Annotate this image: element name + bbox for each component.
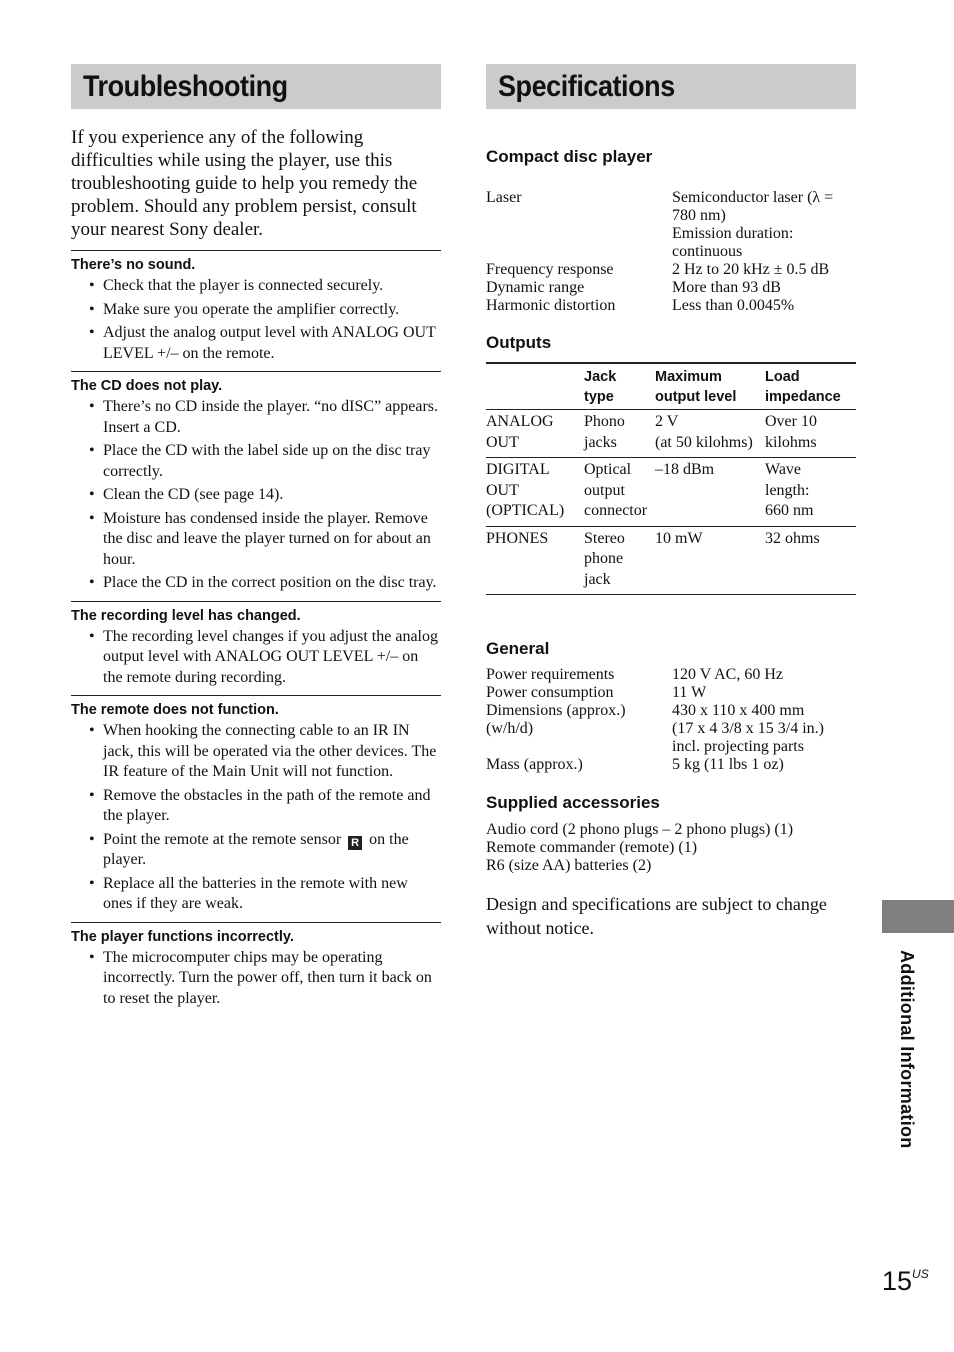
cd-player-section bbox=[486, 147, 856, 315]
list-item: • Moisture has condensed inside the player. Remove the disc and leave the player turned on for about an hour. bbox=[103, 509, 441, 571]
cell-line: output bbox=[584, 481, 625, 499]
spec-label: Laser bbox=[486, 189, 522, 206]
cell-line: (OPTICAL) bbox=[486, 502, 565, 519]
cell-line: 32 ohms bbox=[765, 529, 820, 547]
cd-player-heading: Compact disc player bbox=[486, 147, 653, 166]
problem-list bbox=[71, 721, 441, 915]
cell-line: OUT bbox=[486, 481, 519, 499]
spec-label-line: (w/h/d) bbox=[486, 720, 534, 737]
table-row bbox=[486, 684, 856, 702]
table-row bbox=[486, 279, 856, 297]
troubleshooting-heading-bar bbox=[71, 64, 441, 109]
spec-label: Power requirements bbox=[486, 666, 615, 683]
list-item: R6 (size AA) batteries (2) bbox=[486, 857, 652, 874]
spec-label: Harmonic distortion bbox=[486, 297, 616, 314]
cell-line: kilohms bbox=[765, 433, 817, 451]
problem-functions-incorrectly bbox=[71, 922, 441, 1017]
outputs-heading: Outputs bbox=[486, 333, 552, 352]
table-cell bbox=[486, 410, 584, 458]
table-row bbox=[486, 756, 856, 774]
spec-value-line: 430 x 110 x 400 mm bbox=[672, 702, 805, 719]
cell-line: Stereo bbox=[584, 529, 625, 547]
cell-line: 2 V bbox=[655, 413, 679, 430]
page-number-value: 15 bbox=[882, 1266, 913, 1296]
problem-cd-not-play bbox=[71, 371, 441, 601]
column-header bbox=[584, 363, 655, 410]
spec-value-line: Semiconductor laser (λ = bbox=[672, 189, 834, 206]
cell-line: phone bbox=[584, 550, 624, 567]
cell-line: jack bbox=[584, 570, 611, 588]
problem-list bbox=[71, 948, 441, 1010]
cell-line: connector bbox=[584, 502, 648, 519]
page-number-suffix: US bbox=[912, 1267, 929, 1281]
cell-line: length: bbox=[765, 481, 810, 499]
table-row bbox=[486, 261, 856, 279]
list-item bbox=[103, 830, 441, 871]
spec-value-line: 780 nm) bbox=[672, 207, 726, 224]
list-item: • Check that the player is connected securely. bbox=[103, 276, 441, 297]
problem-list bbox=[71, 397, 441, 594]
ir-sensor-icon: R bbox=[348, 836, 362, 850]
spec-value-line: (17 x 4 3/8 x 15 3/4 in.) bbox=[672, 720, 824, 737]
list-item: • Adjust the analog output level with ANALOG OUT LEVEL +/– on the remote. bbox=[103, 323, 441, 364]
table-header-row bbox=[486, 363, 856, 410]
spec-label: Mass (approx.) bbox=[486, 756, 583, 773]
section-label: Additional Information bbox=[897, 950, 917, 1149]
table-cell bbox=[486, 458, 584, 527]
column-header bbox=[655, 363, 765, 410]
list-item: • The recording level changes if you adjust the analog output level with ANALOG OUT LEVEL +/– on the remote during recording. bbox=[103, 627, 441, 689]
cell-line: DIGITAL bbox=[486, 461, 550, 478]
general-table bbox=[486, 666, 856, 774]
outputs-table bbox=[486, 362, 856, 595]
problem-title: The remote does not function. bbox=[71, 702, 279, 718]
cd-player-table bbox=[486, 189, 856, 315]
cell-line: 660 nm bbox=[765, 502, 814, 519]
table-row bbox=[486, 666, 856, 684]
table-cell bbox=[584, 410, 655, 458]
problem-list bbox=[71, 276, 441, 364]
table-row bbox=[486, 297, 856, 315]
table-cell bbox=[486, 526, 584, 595]
troubleshooting-column bbox=[71, 64, 441, 1016]
table-cell bbox=[655, 526, 765, 595]
table-row bbox=[486, 702, 856, 756]
spec-value: Less than 0.0045% bbox=[672, 297, 795, 314]
spec-value bbox=[672, 702, 856, 756]
spec-label-line: Dimensions (approx.) bbox=[486, 702, 626, 719]
cell-line: (at 50 kilohms) bbox=[655, 433, 753, 451]
accessories-list bbox=[486, 821, 856, 875]
list-item: • Make sure you operate the amplifier correctly. bbox=[103, 300, 441, 321]
header-line: Jack bbox=[584, 369, 617, 385]
cell-line: Wave bbox=[765, 461, 802, 478]
cell-line: 10 mW bbox=[655, 529, 703, 547]
sensor-text-before: Point the remote at the remote sensor bbox=[103, 830, 342, 848]
troubleshooting-intro: If you experience any of the following difficulties while using the player, use this troubleshooting guide to help you remedy the problem. Should any problem persist, consult your nearest Sony dealer. bbox=[71, 127, 418, 240]
cell-line: ANALOG bbox=[486, 413, 554, 430]
problem-title: There’s no sound. bbox=[71, 257, 196, 273]
cell-line: Over 10 bbox=[765, 413, 817, 430]
spec-value: 11 W bbox=[672, 684, 707, 701]
table-cell bbox=[584, 458, 655, 527]
problem-no-sound bbox=[71, 250, 441, 371]
accessories-heading: Supplied accessories bbox=[486, 793, 660, 812]
spec-value: 2 Hz to 20 kHz ± 0.5 dB bbox=[672, 261, 830, 278]
column-header bbox=[765, 363, 856, 410]
cell-line: Optical bbox=[584, 461, 632, 478]
table-cell bbox=[655, 410, 765, 458]
cell-line: –18 dBm bbox=[655, 461, 715, 478]
header-line: Maximum bbox=[655, 369, 722, 385]
header-line: type bbox=[584, 389, 614, 405]
list-item: Audio cord (2 phono plugs – 2 phono plugs) (1) bbox=[486, 821, 794, 838]
problem-title: The player functions incorrectly. bbox=[71, 928, 294, 945]
spec-label: Power consumption bbox=[486, 684, 614, 701]
outputs-section bbox=[486, 333, 856, 595]
cell-line: OUT bbox=[486, 433, 519, 451]
cell-line: PHONES bbox=[486, 529, 549, 547]
spec-value: More than 93 dB bbox=[672, 279, 781, 296]
table-row bbox=[486, 458, 856, 527]
cell-line: Phono bbox=[584, 413, 625, 430]
list-item: • When hooking the connecting cable to an IR IN jack, this will be operated via the other devices. The IR feature of the Main Unit will not function. bbox=[103, 721, 441, 783]
header-line: impedance bbox=[765, 389, 841, 405]
table-cell bbox=[765, 410, 856, 458]
table-cell bbox=[765, 458, 856, 527]
accessories-section bbox=[486, 793, 856, 875]
column-header bbox=[486, 363, 584, 410]
specifications-column bbox=[486, 64, 856, 940]
list-item: • Place the CD in the correct position on the disc tray. bbox=[103, 573, 441, 594]
problem-list bbox=[71, 627, 441, 689]
list-item: • Clean the CD (see page 14). bbox=[103, 485, 441, 506]
table-row bbox=[486, 189, 856, 261]
spec-label: Dynamic range bbox=[486, 279, 585, 296]
problem-title: The recording level has changed. bbox=[71, 607, 301, 624]
troubleshooting-title: Troubleshooting bbox=[83, 69, 288, 103]
list-item: • Remove the obstacles in the path of the remote and the player. bbox=[103, 786, 441, 827]
spec-value-line: continuous bbox=[672, 243, 743, 260]
spec-label bbox=[486, 702, 672, 756]
table-cell bbox=[655, 458, 765, 527]
list-item: • Place the CD with the label side up on the disc tray correctly. bbox=[103, 441, 441, 482]
spec-label: Frequency response bbox=[486, 261, 614, 278]
page-number bbox=[882, 1266, 929, 1297]
table-cell bbox=[584, 526, 655, 595]
specifications-title: Specifications bbox=[498, 69, 675, 103]
spec-value-line: Emission duration: bbox=[672, 225, 794, 242]
list-item: • There’s no CD inside the player. “no dISC” appears. Insert a CD. bbox=[103, 397, 441, 438]
spec-value-line: incl. projecting parts bbox=[672, 738, 804, 755]
table-cell bbox=[765, 526, 856, 595]
list-item: • The microcomputer chips may be operating incorrectly. Turn the power off, then turn it back on to reset the player. bbox=[103, 948, 441, 1010]
problem-recording-level bbox=[71, 601, 441, 696]
header-line: Load bbox=[765, 369, 800, 385]
problem-title: The CD does not play. bbox=[71, 378, 223, 394]
list-item: Remote commander (remote) (1) bbox=[486, 839, 698, 856]
notice-text: Design and specifications are subject to change without notice. bbox=[486, 894, 827, 938]
spec-value: 120 V AC, 60 Hz bbox=[672, 666, 783, 683]
cell-line: jacks bbox=[584, 433, 617, 451]
general-heading: General bbox=[486, 639, 550, 658]
header-line: output level bbox=[655, 389, 737, 405]
table-row bbox=[486, 526, 856, 595]
section-tab bbox=[882, 900, 954, 933]
problem-remote bbox=[71, 695, 441, 922]
specifications-heading-bar bbox=[486, 64, 856, 109]
sensor-text-after: on the player. bbox=[103, 830, 409, 868]
spec-value bbox=[672, 189, 856, 261]
spec-value: 5 kg (11 lbs 1 oz) bbox=[672, 756, 784, 773]
general-section bbox=[486, 639, 856, 774]
table-row bbox=[486, 410, 856, 458]
list-item: • Replace all the batteries in the remote with new ones if they are weak. bbox=[103, 874, 441, 915]
